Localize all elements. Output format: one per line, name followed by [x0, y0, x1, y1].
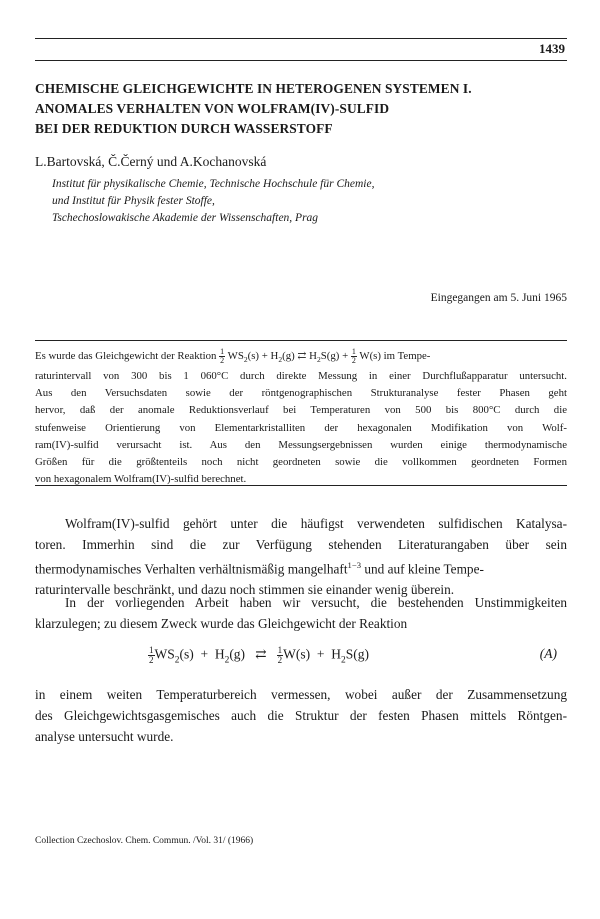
journal-footer: Collection Czechoslov. Chem. Commun. /Vol. 31/ (1966) — [35, 836, 254, 846]
equilibrium-arrow: ⇄ — [255, 646, 267, 662]
received-date: Eingegangen am 5. Juni 1965 — [430, 292, 567, 304]
paragraph-line: in einem weiten Temperaturbereich vermessen, wobei außer der Zusammensetzung — [35, 687, 567, 702]
reference-superscript: 1−3 — [347, 560, 362, 570]
paragraph-line: Wolfram(IV)-sulfid gehört unter die häufigst verwendeten sulfidischen Katalysa- — [65, 516, 567, 531]
equilibrium-arrow: ⇄ — [297, 350, 307, 362]
affiliation-line: und Institut für Physik fester Stoffe, — [52, 195, 215, 207]
fraction-half: $\frac{1}{2}$ — [351, 347, 356, 366]
paragraph-1 — [35, 513, 567, 600]
paragraph-line: raturintervalle beschränkt, und dazu noch stimmen sie einander wenig überein. — [35, 582, 455, 598]
article-title-line-1: CHEMISCHE GLEICHGEWICHTE IN HETEROGENEN SYSTEMEN I. — [35, 81, 472, 96]
page-number: 1439 — [539, 41, 565, 56]
reaction-equation — [35, 642, 567, 666]
abstract-line-1: Es wurde das Gleichgewicht der Reaktion $\frac{1}{2} WS_2(s) + H_2(g)$ ⇄ $H_2S(g)$ + $\frac{1}{2} W(s)$ im Tempe- — [35, 347, 431, 366]
fraction-half: $\frac{1}{2}$ — [220, 347, 225, 366]
abstract-line: raturintervall von 300 bis 1 060°C durch direkte Messung in einer Durchflußapparatur untersucht. — [35, 370, 567, 383]
paragraph-3 — [35, 684, 567, 747]
top-rule — [35, 38, 567, 39]
fraction-half: $\frac{1}{2}$ — [149, 645, 154, 665]
header-rule — [35, 60, 567, 61]
equation-expression: $\frac{1}{2}WS_2(s) + H_2(g)$ ⇄ $\frac{1}{2}W(s) + H_2S(g)$ — [149, 645, 369, 666]
paragraph-line: thermodynamisches Verhalten verhältnismäßig mangelhaft$^{1-3}$ und auf kleine Tempe- — [35, 560, 484, 577]
affiliation-line: Tschechoslowakische Akademie der Wissenschaften, Prag — [52, 212, 319, 224]
paragraph-line: In der vorliegenden Arbeit haben wir versucht, die bestehenden Unstimmigkeiten — [65, 595, 567, 610]
authors: L.Bartovská, Č.Černý und A.Kochanovská — [35, 154, 267, 169]
equation-label: (A) — [539, 646, 557, 661]
abstract-line: von hexagonalem Wolfram(IV)-sulfid berechnet. — [35, 472, 247, 485]
article-title-line-2: ANOMALES VERHALTEN VON WOLFRAM(IV)-SULFID — [35, 101, 390, 116]
paragraph-2 — [35, 592, 567, 634]
abstract-line: ram(IV)-sulfid verursacht ist. Aus den Messungsergebnissen wurden einige thermodynamische — [35, 438, 567, 451]
article-title-line-3: BEI DER REDUKTION DURCH WASSERSTOFF — [35, 121, 333, 136]
abstract-line: Aus den Versuchsdaten sowie der röntgenographischen Strukturanalyse fester Phasen geht — [35, 387, 567, 400]
paragraph-line: klarzulegen; zu diesem Zweck wurde das Gleichgewicht der Reaktion — [35, 616, 408, 631]
fraction-half: $\frac{1}{2}$ — [277, 645, 283, 665]
abstract — [35, 348, 567, 488]
paragraph-line: toren. Immerhin sind die zur Verfügung stehenden Literaturangaben über sein — [35, 537, 567, 552]
abstract-rule — [35, 340, 567, 341]
abstract-line: hervor, daß der anomale Reduktionsverlauf bei Temperaturen von 500 bis 800°C durch die — [35, 404, 567, 417]
affiliation-line: Institut für physikalische Chemie, Technische Hochschule für Chemie, — [52, 178, 375, 190]
paragraph-line: analyse untersucht wurde. — [35, 729, 174, 744]
affiliation — [52, 176, 374, 227]
abstract-line: stufenweise Orientierung von Elementarkristalliten der hexagonalen Modifikation von Wolf- — [35, 421, 567, 434]
paragraph-line: des Gleichgewichtsgasgemisches auch die Struktur der festen Phasen mittels Röntgen- — [35, 708, 567, 723]
abstract-line: Größen für die größtenteils noch nicht geordneten sowie die vollkommen geordneten Formen — [35, 455, 567, 468]
abstract-end-rule — [35, 485, 567, 486]
